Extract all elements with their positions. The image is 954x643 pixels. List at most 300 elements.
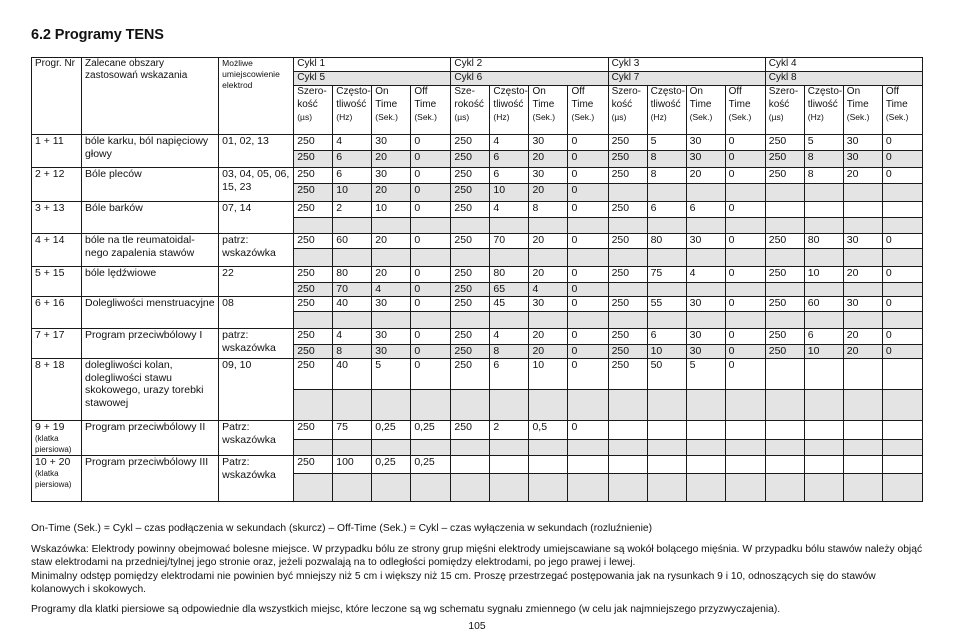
cell-value (568, 439, 608, 455)
cell-value (647, 439, 686, 455)
program-number-value: 7 + 17 (35, 329, 65, 341)
cell-value: 5 (372, 359, 411, 390)
table-row (32, 168, 923, 184)
cell-value (294, 249, 333, 267)
cell-value (647, 184, 686, 202)
cell-value (608, 312, 647, 329)
cell-value (529, 218, 568, 234)
cell-value (372, 390, 411, 421)
header-cycle-bottom: Cykl 5 (294, 72, 451, 86)
cell-value (608, 421, 647, 440)
table-row (32, 202, 923, 218)
program-number-value: 3 + 13 (35, 202, 65, 214)
cell-value: 8 (529, 202, 568, 218)
cell-value: 250 (294, 421, 333, 440)
subcolumn-unit: (Sek.) (414, 112, 437, 122)
cell-value: 30 (686, 329, 725, 345)
cell-value: 80 (804, 234, 843, 249)
program-number (32, 329, 82, 359)
cell-value (411, 312, 451, 329)
cell-value (843, 249, 882, 267)
cell-value (843, 359, 882, 390)
cell-value: 0 (725, 345, 765, 359)
cell-value: 250 (608, 297, 647, 312)
cell-value: 70 (333, 283, 372, 297)
cell-value: 250 (294, 234, 333, 249)
program-number (32, 297, 82, 329)
cell-value: 6 (490, 151, 529, 168)
cell-value: 250 (451, 297, 490, 312)
cell-value (882, 456, 922, 474)
program-number (32, 234, 82, 267)
cell-value (529, 474, 568, 502)
cell-value (686, 218, 725, 234)
program-electrodes: 09, 10 (219, 359, 294, 421)
cell-value: 10 (490, 184, 529, 202)
cell-value: 0 (725, 329, 765, 345)
program-zone: Program przeciwbólowy III (82, 456, 219, 502)
cell-value: 250 (294, 345, 333, 359)
cell-value (451, 249, 490, 267)
cell-value (647, 312, 686, 329)
cell-value: 10 (529, 359, 568, 390)
cell-value: 30 (529, 168, 568, 184)
header-subcolumn (372, 86, 411, 135)
cell-value: 250 (765, 329, 804, 345)
subcolumn-label: Off Time (728, 86, 751, 110)
program-electrodes: 22 (219, 267, 294, 297)
cell-value (490, 439, 529, 455)
header-subcolumn (490, 86, 529, 135)
cell-value: 250 (608, 359, 647, 390)
cell-value (765, 439, 804, 455)
cell-value: 0 (568, 329, 608, 345)
cell-value: 0,25 (372, 456, 411, 474)
program-number-value: 2 + 12 (35, 168, 65, 180)
program-electrodes: patrz: wskazówka (219, 234, 294, 267)
header-subcolumn (804, 86, 843, 135)
cell-value: 250 (608, 345, 647, 359)
cell-value: 75 (333, 421, 372, 440)
table-row (32, 297, 923, 312)
cell-value (294, 474, 333, 502)
cell-value (608, 474, 647, 502)
cell-value (725, 421, 765, 440)
cell-value: 250 (608, 168, 647, 184)
cell-value: 250 (451, 345, 490, 359)
subcolumn-unit: (µs) (454, 112, 470, 122)
cell-value: 6 (490, 168, 529, 184)
cell-value: 250 (294, 456, 333, 474)
cell-value (608, 184, 647, 202)
subcolumn-unit: (µs) (768, 112, 784, 122)
cell-value (725, 439, 765, 455)
cell-value (333, 218, 372, 234)
cell-value: 0 (882, 267, 922, 283)
cell-value: 0 (411, 234, 451, 249)
subcolumn-label: Często-tliwość (650, 86, 686, 110)
cell-value: 250 (451, 168, 490, 184)
cell-value: 4 (529, 283, 568, 297)
cell-value (843, 456, 882, 474)
cell-value: 0 (725, 297, 765, 312)
program-zone: Dolegliwości menstruacyjne (82, 297, 219, 329)
cell-value: 20 (529, 267, 568, 283)
cell-value (568, 390, 608, 421)
cell-value: 0 (882, 329, 922, 345)
header-subcolumn (294, 86, 333, 135)
cell-value: 0 (411, 135, 451, 151)
cell-value (843, 421, 882, 440)
cell-value: 2 (333, 202, 372, 218)
cell-value: 0 (725, 168, 765, 184)
cell-value: 20 (372, 151, 411, 168)
cell-value (843, 283, 882, 297)
program-number-value: 4 + 14 (35, 234, 65, 246)
electrode-distance-paragraph: Minimalny odstęp pomiędzy elektrodami nie powinien być mniejszy niż 5 cm i większy niż 15 cm. Proszę przestrzegać postępowania jak na rysunkach 9 i 10, odnoszących się do stawów kolanowych i skokowych. (31, 571, 876, 596)
program-zone: bóle karku, ból napięciowy głowy (82, 135, 219, 168)
cell-value (372, 218, 411, 234)
cell-value (725, 249, 765, 267)
header-subcolumn (765, 86, 804, 135)
cell-value (647, 474, 686, 502)
cell-value (882, 202, 922, 218)
cell-value: 250 (294, 267, 333, 283)
cell-value (647, 283, 686, 297)
cell-value: 20 (843, 168, 882, 184)
cell-value: 10 (804, 345, 843, 359)
subcolumn-unit: (µs) (611, 112, 627, 122)
cell-value (529, 439, 568, 455)
cell-value (843, 312, 882, 329)
subcolumn-unit: (Sek.) (846, 112, 870, 122)
cell-value: 0 (568, 345, 608, 359)
subcolumn-label: Szero-kość (611, 86, 642, 110)
program-electrodes: 03, 04, 05, 06, 15, 23 (219, 168, 294, 202)
cell-value: 250 (765, 267, 804, 283)
cell-value (686, 249, 725, 267)
cell-value (568, 474, 608, 502)
cell-value (804, 456, 843, 474)
cell-value: 0 (725, 359, 765, 390)
cell-value: 0 (568, 421, 608, 440)
cell-value: 250 (451, 202, 490, 218)
header-subcolumn (333, 86, 372, 135)
subcolumn-label: On Time (846, 86, 869, 110)
cell-value: 4 (686, 267, 725, 283)
cell-value: 6 (490, 359, 529, 390)
subcolumn-unit: (Hz) (807, 112, 824, 122)
cell-value: 30 (843, 297, 882, 312)
cell-value: 10 (647, 345, 686, 359)
program-number (32, 456, 82, 502)
header-cycle-bottom: Cykl 7 (608, 72, 765, 86)
cell-value (294, 390, 333, 421)
cell-value: 250 (294, 297, 333, 312)
cell-value (608, 390, 647, 421)
subcolumn-label: Często-tliwość (336, 86, 371, 110)
cell-value (843, 202, 882, 218)
program-electrodes: 01, 02, 13 (219, 135, 294, 168)
cell-value: 250 (451, 135, 490, 151)
cell-value (568, 456, 608, 474)
cell-value (529, 456, 568, 474)
cell-value (608, 218, 647, 234)
cell-value: 8 (647, 168, 686, 184)
cell-value (686, 184, 725, 202)
cell-value: 30 (686, 151, 725, 168)
cell-value: 250 (608, 329, 647, 345)
program-number (32, 202, 82, 234)
cell-value: 250 (294, 135, 333, 151)
cell-value (882, 390, 922, 421)
cell-value (686, 439, 725, 455)
cell-value: 0,25 (411, 421, 451, 440)
cell-value: 250 (451, 267, 490, 283)
cell-value (882, 474, 922, 502)
cell-value: 5 (647, 135, 686, 151)
cell-value: 5 (804, 135, 843, 151)
cell-value (608, 283, 647, 297)
cell-value: 20 (372, 184, 411, 202)
cell-value: 250 (294, 151, 333, 168)
cell-value (333, 474, 372, 502)
table-row (32, 267, 923, 283)
cell-value: 55 (647, 297, 686, 312)
cell-value (804, 202, 843, 218)
cell-value: 0 (568, 168, 608, 184)
header-subcolumn (529, 86, 568, 135)
cell-value: 250 (765, 168, 804, 184)
cell-value: 0 (411, 267, 451, 283)
cell-value: 8 (490, 345, 529, 359)
header-cycle-top: Cykl 3 (608, 58, 765, 72)
program-electrodes: 08 (219, 297, 294, 329)
cell-value: 250 (451, 184, 490, 202)
header-subcolumn (686, 86, 725, 135)
page-number: 105 (468, 621, 486, 632)
cell-value (882, 184, 922, 202)
program-number-value: 1 + 11 (35, 135, 64, 147)
cell-value (765, 202, 804, 218)
cell-value: 0 (725, 202, 765, 218)
program-number (32, 267, 82, 297)
cell-value: 30 (372, 168, 411, 184)
cell-value (686, 456, 725, 474)
cell-value: 6 (647, 202, 686, 218)
cell-value: 20 (686, 168, 725, 184)
cell-value (411, 249, 451, 267)
cell-value (294, 439, 333, 455)
cell-value: 250 (765, 135, 804, 151)
cell-value: 80 (333, 267, 372, 283)
cell-value (686, 312, 725, 329)
header-subcolumn (608, 86, 647, 135)
cell-value: 20 (843, 329, 882, 345)
cell-value: 250 (294, 329, 333, 345)
cell-value: 250 (451, 283, 490, 297)
cell-value (804, 439, 843, 455)
cell-value (765, 421, 804, 440)
cell-value (882, 359, 922, 390)
cell-value: 0 (725, 135, 765, 151)
cell-value: 250 (765, 151, 804, 168)
cell-value: 8 (804, 168, 843, 184)
header-prog-nr: Progr. Nr (32, 58, 82, 135)
cell-value: 30 (686, 234, 725, 249)
program-zone: dolegliwości kolan, dolegliwości stawu skokowego, urazy torebki stawowej (82, 359, 219, 421)
cell-value: 0 (411, 345, 451, 359)
cell-value: 30 (372, 345, 411, 359)
cell-value: 250 (765, 297, 804, 312)
cell-value: 20 (529, 184, 568, 202)
cell-value: 6 (686, 202, 725, 218)
cell-value: 0 (568, 283, 608, 297)
cell-value (843, 439, 882, 455)
cell-value: 0 (882, 297, 922, 312)
table-row (32, 421, 923, 440)
cell-value: 250 (451, 421, 490, 440)
cell-value (333, 312, 372, 329)
subcolumn-unit: (Hz) (493, 112, 510, 122)
cell-value (608, 249, 647, 267)
subcolumn-label: On Time (532, 86, 555, 110)
cell-value (725, 474, 765, 502)
cell-value (882, 283, 922, 297)
program-electrodes: patrz: wskazówka (219, 329, 294, 359)
cell-value: 70 (490, 234, 529, 249)
chest-programs-paragraph: Programy dla klatki piersiowe są odpowiednie dla wszystkich miejsc, które leczone są wg schematu sygnału zmiennego (w celu jak najmniejszego przyzwyczajenia). (31, 604, 781, 615)
cell-value (647, 421, 686, 440)
cell-value (529, 312, 568, 329)
program-number-note: (klatka piersiowa) (35, 469, 72, 489)
cell-value: 250 (294, 202, 333, 218)
cell-value (882, 421, 922, 440)
cell-value: 0 (568, 359, 608, 390)
cell-value (686, 390, 725, 421)
cell-value (529, 390, 568, 421)
cell-value: 30 (372, 135, 411, 151)
program-zone: Program przeciwbólowy II (82, 421, 219, 456)
cell-value (725, 312, 765, 329)
cell-value (529, 249, 568, 267)
table-row (32, 329, 923, 345)
program-number-value: 10 + 20 (35, 456, 71, 468)
cell-value: 0 (568, 135, 608, 151)
cell-value: 45 (490, 297, 529, 312)
cell-value (647, 249, 686, 267)
cell-value (765, 184, 804, 202)
cell-value: 0 (568, 297, 608, 312)
header-subcolumn (568, 86, 608, 135)
cell-value: 0 (882, 234, 922, 249)
cell-value: 0 (411, 168, 451, 184)
cell-value (843, 218, 882, 234)
header-electrodes: Możliwe umiejscowienie elektrod (219, 58, 294, 135)
cell-value (568, 218, 608, 234)
subcolumn-unit: (Hz) (336, 112, 353, 122)
cell-value (411, 390, 451, 421)
subcolumn-label: Off Time (885, 86, 908, 110)
cell-value: 6 (333, 168, 372, 184)
cell-value (647, 456, 686, 474)
cell-value: 30 (372, 329, 411, 345)
cell-value (804, 359, 843, 390)
table-row (32, 234, 923, 249)
cell-value (725, 184, 765, 202)
header-subcolumn (411, 86, 451, 135)
cell-value: 250 (451, 359, 490, 390)
program-number (32, 359, 82, 421)
cell-value: 30 (686, 135, 725, 151)
cell-value: 0,5 (529, 421, 568, 440)
cell-value: 0 (411, 359, 451, 390)
program-zone: bóle na tle reumatoidal-nego zapalenia stawów (82, 234, 219, 267)
cell-value: 2 (490, 421, 529, 440)
cell-value: 20 (372, 234, 411, 249)
cell-value (765, 218, 804, 234)
cell-value (725, 218, 765, 234)
cell-value (765, 312, 804, 329)
cell-value: 6 (333, 151, 372, 168)
cell-value (372, 439, 411, 455)
cell-value: 0 (725, 267, 765, 283)
cell-value: 30 (372, 297, 411, 312)
cell-value: 30 (843, 234, 882, 249)
cell-value (882, 312, 922, 329)
cell-value (882, 249, 922, 267)
cell-value: 0 (568, 267, 608, 283)
cell-value (725, 456, 765, 474)
cell-value: 250 (608, 151, 647, 168)
cell-value (765, 283, 804, 297)
program-electrodes: Patrz: wskazówka (219, 456, 294, 502)
cell-value (686, 474, 725, 502)
cell-value (372, 474, 411, 502)
header-subcolumn (451, 86, 490, 135)
cell-value (647, 218, 686, 234)
cell-value (686, 421, 725, 440)
cell-value: 8 (647, 151, 686, 168)
cell-value (411, 439, 451, 455)
cell-value: 60 (804, 297, 843, 312)
cell-value: 250 (294, 184, 333, 202)
table-row (32, 456, 923, 474)
cell-value: 0 (411, 283, 451, 297)
cell-value (882, 218, 922, 234)
cell-value (372, 249, 411, 267)
cell-value (686, 283, 725, 297)
cell-value (333, 390, 372, 421)
header-subcolumn (725, 86, 765, 135)
cell-value: 4 (490, 135, 529, 151)
header-cycle-top: Cykl 1 (294, 58, 451, 72)
table-row (32, 135, 923, 151)
header-cycle-bottom: Cykl 8 (765, 72, 922, 86)
cell-value: 30 (686, 297, 725, 312)
cell-value: 75 (647, 267, 686, 283)
cell-value (725, 283, 765, 297)
cell-value (647, 390, 686, 421)
subcolumn-unit: (Sek.) (689, 112, 713, 122)
cell-value: 250 (608, 267, 647, 283)
cell-value (451, 390, 490, 421)
cell-value: 30 (529, 135, 568, 151)
program-electrodes: Patrz: wskazówka (219, 421, 294, 456)
cell-value: 8 (804, 151, 843, 168)
subcolumn-label: Często-tliwość (493, 86, 528, 110)
cell-value: 250 (765, 234, 804, 249)
